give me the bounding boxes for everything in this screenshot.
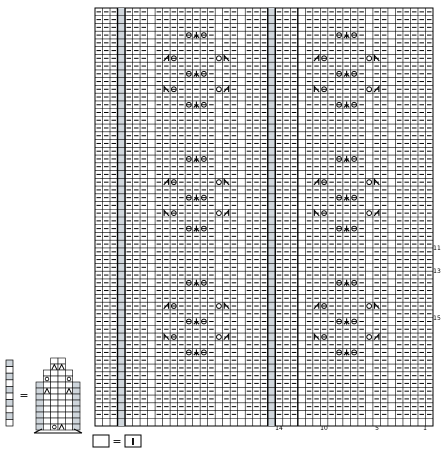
mini-chart-cell: [51, 382, 58, 388]
mini-chart-cell: [73, 388, 80, 394]
mini-chart-cell: [73, 406, 80, 412]
main-stitch-grid: [95, 8, 433, 426]
key-square: [6, 400, 13, 407]
mini-chart-cell: [36, 424, 43, 430]
key-square: [6, 373, 13, 380]
mini-chart-cell: [51, 388, 58, 394]
key-square: [6, 413, 13, 420]
mini-chart-cell: [36, 406, 43, 412]
mini-chart-cell: [51, 406, 58, 412]
mini-chart-cell: [51, 400, 58, 406]
mini-chart-cell: [43, 370, 50, 376]
mini-chart-cell: [65, 370, 72, 376]
mini-chart-cell: [58, 394, 65, 400]
mini-chart-cell: [58, 412, 65, 418]
mini-chart-cell: [43, 394, 50, 400]
mini-chart-cell: [51, 376, 58, 382]
mini-chart-cell: [58, 358, 65, 364]
key-square: [6, 380, 13, 387]
symbol-legend: [93, 435, 141, 448]
key-square-column: [6, 360, 13, 426]
mini-chart-cell: [36, 400, 43, 406]
mini-chart-cell: [43, 406, 50, 412]
mini-chart-cell: [36, 388, 43, 394]
mini-chart-cell: [73, 418, 80, 424]
empty-square-symbol: [93, 435, 109, 447]
key-square: [6, 419, 13, 426]
mini-chart-cell: [65, 406, 72, 412]
mini-chart-cell: [58, 406, 65, 412]
mini-chart-cell: [58, 370, 65, 376]
stitch-number-label: 14: [275, 425, 283, 432]
key-square: [6, 386, 13, 393]
mini-chart-cell: [43, 412, 50, 418]
mini-chart-cell: [73, 400, 80, 406]
mini-chart-cell: [58, 400, 65, 406]
mini-chart-cell: [36, 418, 43, 424]
mini-chart-cell: [73, 412, 80, 418]
key-square: [6, 367, 13, 374]
mini-chart-cell: [65, 400, 72, 406]
mini-chart-cell: [65, 424, 72, 430]
mini-chart-cell: [65, 394, 72, 400]
mini-chart-cell: [43, 382, 50, 388]
mini-pattern-chart: [34, 358, 82, 433]
mini-chart-cell: [43, 418, 50, 424]
mini-chart-cell: [51, 418, 58, 424]
mini-chart-cell: [58, 382, 65, 388]
mini-chart-cell: [73, 382, 80, 388]
mini-chart-cell: [51, 370, 58, 376]
mini-chart-cell: [36, 382, 43, 388]
key-square: [6, 406, 13, 413]
row-number-label: 11: [433, 245, 441, 252]
key-square: [6, 360, 13, 367]
legend-equals-sign: =: [112, 435, 122, 448]
mini-chart-cell: [51, 412, 58, 418]
left-stitch-key: [6, 358, 82, 433]
mini-chart-cell: [43, 424, 50, 430]
knit-symbol-glyph: I: [131, 437, 135, 448]
mini-chart-cell: [43, 400, 50, 406]
mini-chart-cell: [51, 394, 58, 400]
mini-chart-cell: [36, 412, 43, 418]
mini-chart-cell: [65, 382, 72, 388]
mini-chart-cell: [36, 394, 43, 400]
mini-chart-cell: [73, 394, 80, 400]
mini-chart-cell: [65, 412, 72, 418]
mini-chart-cell: [58, 376, 65, 382]
stitch-number-label: 10: [320, 425, 328, 432]
mini-chart-cell: [51, 358, 58, 364]
mini-chart-cell: [58, 418, 65, 424]
mini-chart-cell: [58, 388, 65, 394]
row-number-label: 15: [433, 315, 441, 322]
row-numbers: [433, 245, 441, 322]
stitch-number-label: 1: [423, 425, 427, 432]
key-square: [6, 393, 13, 400]
key-equals-sign: =: [19, 389, 29, 402]
stitch-number-label: 5: [375, 425, 379, 432]
row-number-label: 13: [433, 268, 441, 275]
mini-chart-cell: [73, 424, 80, 430]
mini-chart-cell: [65, 418, 72, 424]
